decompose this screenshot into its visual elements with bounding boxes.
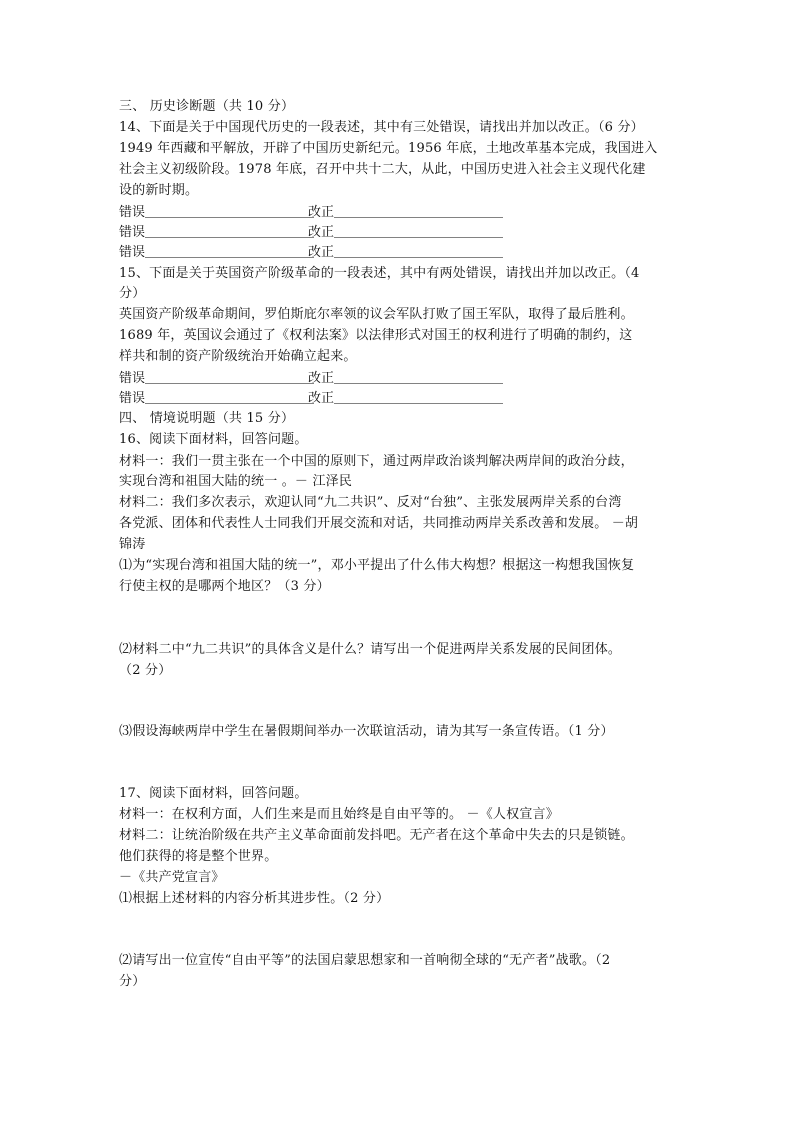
q17-material1: 材料一：在权利方面，人们生来是而且始终是自由平等的。 －《人权宣言》	[119, 807, 559, 822]
q16-material2: 材料二：我们多次表示，欢迎认同“九二共识”、反对“台独”、主张发展两岸关系的台湾	[119, 495, 622, 510]
section3-heading: 三、 历史诊断题（共 10 分）	[119, 99, 295, 114]
q16-material2: 锦涛	[119, 537, 146, 552]
error-blank[interactable]: 错误＿＿＿＿＿＿＿＿＿＿＿＿＿	[119, 245, 315, 260]
q15-prompt: 分）	[119, 286, 146, 301]
q16-sub1: 行使主权的是哪两个地区？（3 分）	[119, 579, 330, 594]
q17-sub2: 分）	[119, 974, 146, 989]
error-blank[interactable]: 错误＿＿＿＿＿＿＿＿＿＿＿＿＿	[119, 225, 315, 240]
error-blank[interactable]: 错误＿＿＿＿＿＿＿＿＿＿＿＿＿	[119, 205, 315, 220]
q16-sub3: ⑶假设海峡两岸中学生在暑假期间举办一次联谊活动，请为其写一条宣传语。（1 分）	[119, 724, 614, 739]
q16-prompt: 16、阅读下面材料，回答问题。	[119, 432, 308, 447]
correction-blank[interactable]: 改正＿＿＿＿＿＿＿＿＿＿＿＿＿	[308, 245, 504, 260]
q17-prompt: 17、阅读下面材料，回答问题。	[119, 786, 308, 801]
q17-sub2: ⑵请写出一位宣传“自由平等”的法国启蒙思想家和一首响彻全球的“无产者”战歌。（2	[119, 953, 611, 968]
q14-passage-line: 1949 年西藏和平解放，开辟了中国历史新纪元。1956 年底，土地改革基本完成，我国进入	[119, 141, 658, 156]
q16-material1: 材料一：我们一贯主张在一个中国的原则下，通过两岸政治谈判解决两岸间的政治分歧，	[119, 454, 634, 469]
q14-answer-row	[119, 243, 503, 263]
q17-sub1: ⑴根据上述材料的内容分析其进步性。（2 分）	[119, 891, 390, 906]
correction-blank[interactable]: 改正＿＿＿＿＿＿＿＿＿＿＿＿＿	[308, 225, 504, 240]
q14-answer-row	[119, 203, 503, 223]
q15-answer-row	[119, 389, 503, 409]
error-blank[interactable]: 错误＿＿＿＿＿＿＿＿＿＿＿＿＿	[119, 371, 315, 386]
q16-sub2: （2 分）	[119, 663, 172, 678]
q17-material2: 他们获得的将是整个世界。	[119, 849, 278, 864]
correction-blank[interactable]: 改正＿＿＿＿＿＿＿＿＿＿＿＿＿	[308, 391, 504, 406]
q17-material2: 材料二：让统治阶级在共产主义革命面前发抖吧。无产者在这个革命中失去的只是锁链。	[119, 828, 634, 843]
q14-prompt: 14、下面是关于中国现代历史的一段表述，其中有三处错误，请找出并加以改正。（6 分）	[119, 120, 644, 135]
q17-material2: －《共产党宣言》	[119, 870, 225, 885]
q16-material1: 实现台湾和祖国大陆的统一 。－ 江泽民	[119, 474, 353, 489]
section4-heading: 四、 情境说明题（共 15 分）	[119, 411, 295, 426]
q15-passage-line: 样共和制的资产阶级统治开始确立起来。	[119, 349, 357, 364]
correction-blank[interactable]: 改正＿＿＿＿＿＿＿＿＿＿＿＿＿	[308, 205, 504, 220]
correction-blank[interactable]: 改正＿＿＿＿＿＿＿＿＿＿＿＿＿	[308, 371, 504, 386]
q15-answer-row	[119, 369, 503, 389]
q14-passage-line: 设的新时期。	[119, 183, 199, 198]
q15-passage-line: 英国资产阶级革命期间，罗伯斯庇尔率领的议会军队打败了国王军队，取得了最后胜利。	[119, 307, 634, 322]
q16-sub2: ⑵材料二中“九二共识”的具体含义是什么？请写出一个促进两岸关系发展的民间团体。	[119, 642, 622, 657]
error-blank[interactable]: 错误＿＿＿＿＿＿＿＿＿＿＿＿＿	[119, 391, 315, 406]
q16-material2: 各党派、团体和代表性人士同我们开展交流和对话，共同推动两岸关系改善和发展。 －胡	[119, 516, 639, 531]
q14-passage-line: 社会主义初级阶段。1978 年底，召开中共十二大，从此，中国历史进入社会主义现代化建	[119, 162, 646, 177]
q15-passage-line: 1689 年，英国议会通过了《权利法案》以法律形式对国王的权利进行了明确的制约，这	[119, 328, 633, 343]
q14-answer-row	[119, 223, 503, 243]
q15-prompt: 15、下面是关于英国资产阶级革命的一段表述，其中有两处错误，请找出并加以改正。（4	[119, 266, 640, 281]
q16-sub1: ⑴为“实现台湾和祖国大陆的统一”，邓小平提出了什么伟大构想？根据这一构想我国恢复	[119, 558, 635, 573]
